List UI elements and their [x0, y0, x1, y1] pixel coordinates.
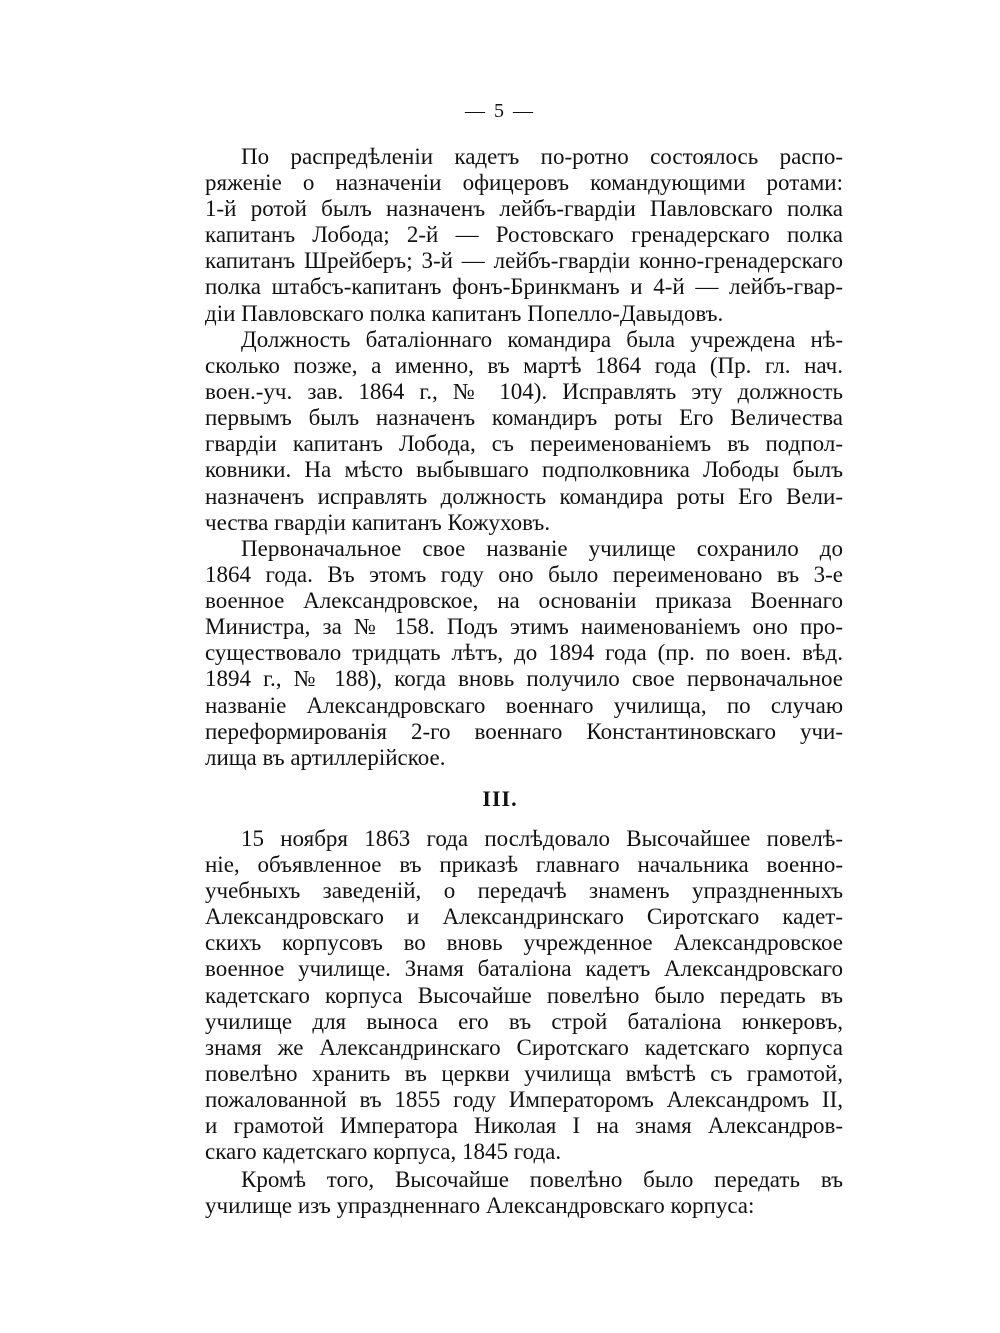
- text-line: кадетскаго корпуса Высочайше повелѣно было передать въ: [205, 982, 843, 1008]
- text-line: гвардіи капитанъ Лобода, съ переименованіемъ въ подпол-: [205, 431, 843, 457]
- text-line: первымъ былъ назначенъ командиръ роты Его Величества: [205, 405, 843, 431]
- text-line: военное училище. Знамя баталіона кадетъ Александровскаго: [205, 956, 843, 982]
- text-line: капитанъ Лобода; 2-й — Ростовскаго гренадерскаго полка: [205, 222, 843, 248]
- paragraph-1: [205, 144, 843, 327]
- text-line: 15 ноября 1863 года послѣдовало Высочайшее повелѣ-: [241, 826, 843, 851]
- text-line: знамя же Александринскаго Сиротскаго кадетскаго корпуса: [205, 1034, 843, 1060]
- text-line: сколько позже, а именно, въ мартѣ 1864 года (Пр. гл. нач.: [205, 353, 843, 379]
- text-line: капитанъ Шрейберъ; 3-й — лейбъ-гвардіи конно-гренадерскаго: [205, 248, 843, 274]
- text-line: діи Павловскаго полка капитанъ Попелло-Давыдовъ.: [205, 300, 724, 326]
- text-line: существовало тридцать лѣтъ, до 1894 года (пр. по воен. вѣд.: [205, 640, 843, 666]
- paragraph-5: [205, 1167, 843, 1219]
- text-line: Должность баталіоннаго командира была учреждена нѣ-: [241, 327, 843, 352]
- text-line: скаго кадетскаго корпуса, 1845 года.: [205, 1139, 562, 1165]
- text-line: училище изъ упраздненнаго Александровскаго корпуса:: [205, 1193, 755, 1219]
- text-line: названіе Александровскаго военнаго училища, по случаю: [205, 692, 843, 718]
- text-line: учебныхъ заведеній, о передачѣ знаменъ упраздненныхъ: [205, 878, 843, 904]
- text-line: лища въ артиллерійское.: [205, 744, 446, 770]
- section-heading: III.: [482, 786, 518, 811]
- text-line: чества гвардіи капитанъ Кожуховъ.: [205, 509, 551, 535]
- text-line: пожалованной въ 1855 году Императоромъ Александромъ II,: [205, 1086, 843, 1112]
- text-line: 1-й ротой былъ назначенъ лейбъ-гвардіи Павловскаго полка: [205, 196, 843, 222]
- text-line: Министра, за № 158. Подъ этимъ наименованіемъ оно про-: [205, 614, 843, 640]
- text-line: переформированія 2-го военнаго Константиновскаго учи-: [205, 718, 843, 744]
- text-line: и грамотой Императора Николая I на знамя Александров-: [205, 1113, 843, 1139]
- text-line: ряженіе о назначеніи офицеровъ командующими ротами:: [205, 170, 843, 196]
- paragraph-4: [205, 826, 843, 1165]
- text-line: полка штабсъ-капитанъ фонъ-Бринкманъ и 4-й — лейбъ-гвар-: [205, 274, 843, 300]
- text-line: скихъ корпусовъ во вновь учрежденное Александровское: [205, 930, 843, 956]
- text-line: Кромѣ того, Высочайше повелѣно было передать въ: [241, 1167, 843, 1192]
- text-line: повелѣно хранить въ церкви училища вмѣстѣ съ грамотой,: [205, 1060, 843, 1086]
- text-line: 1864 года. Въ этомъ году оно было переименовано въ 3-е: [205, 562, 843, 588]
- paragraph-2: [205, 327, 843, 536]
- text-line: назначенъ исправлять должность командира роты Его Вели-: [205, 483, 843, 509]
- text-line: Александровскаго и Александринскаго Сиротскаго кадет-: [205, 904, 843, 930]
- text-line: воен.-уч. зав. 1864 г., № 104). Исправлять эту должность: [205, 379, 843, 405]
- paragraph-3: [205, 536, 843, 771]
- text-line: По распредѣленіи кадетъ по-ротно состоялось распо-: [241, 144, 843, 169]
- text-line: училище для выноса его въ строй баталіона юнкеровъ,: [205, 1008, 843, 1034]
- text-line: ніе, объявленное въ приказѣ главнаго начальника военно-: [205, 852, 843, 878]
- text-line: военное Александровское, на основаніи приказа Военнаго: [205, 588, 843, 614]
- page-number: — 5 —: [465, 100, 535, 122]
- text-line: ковники. На мѣсто выбывшаго подполковника Лободы былъ: [205, 457, 843, 483]
- text-line: 1894 г., № 188), когда вновь получило свое первоначальное: [205, 666, 843, 692]
- text-line: Первоначальное свое названіе училище сохранило до: [241, 536, 843, 561]
